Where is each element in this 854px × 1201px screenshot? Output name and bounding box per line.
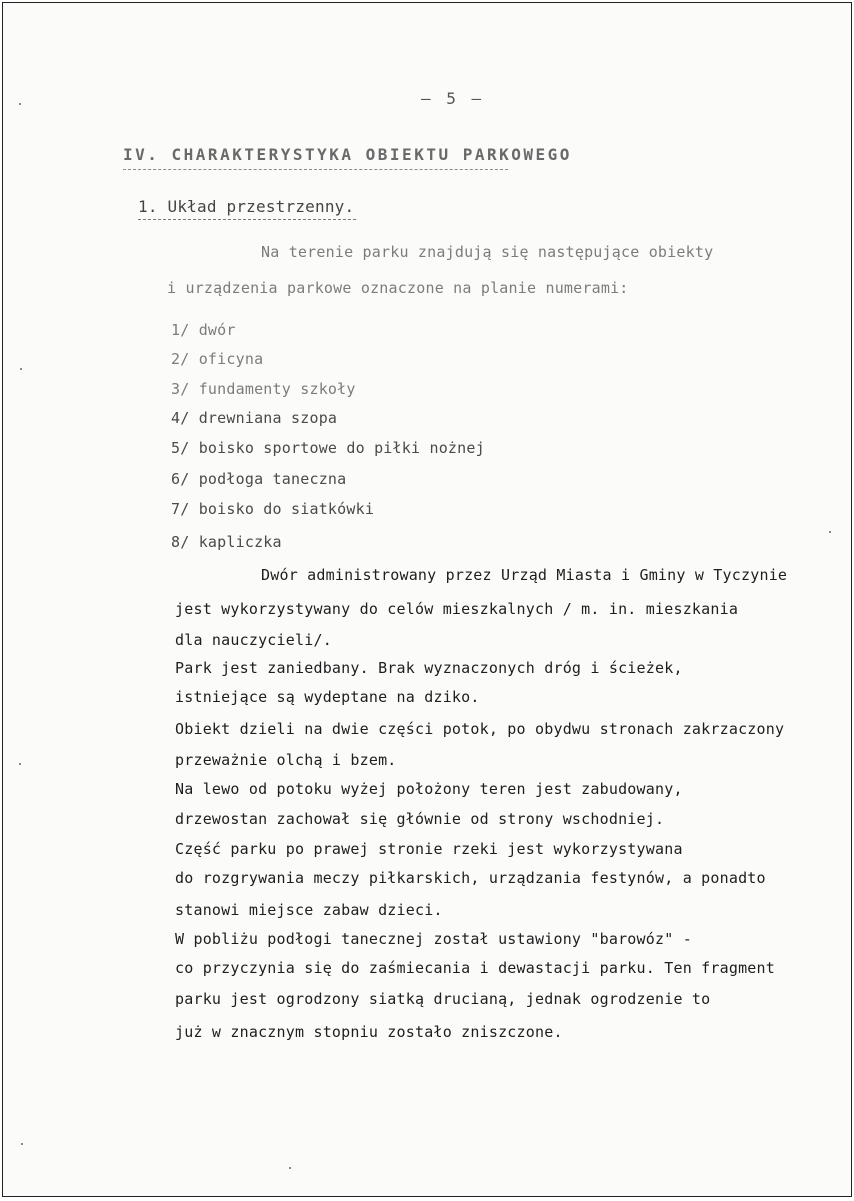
subsection-heading: 1. Układ przestrzenny. (138, 197, 355, 216)
paragraph-line: Obiekt dzieli na dwie części potok, po obydwu stronach zakrzaczony (175, 720, 785, 738)
list-item: 4/ drewniana szopa (171, 409, 338, 427)
paragraph-line: dla nauczycieli/. (175, 631, 332, 649)
paragraph-line: Część parku po prawej stronie rzeki jest wykorzystywana (175, 840, 683, 858)
list-item: 1/ dwór (171, 321, 236, 339)
section-heading: IV. CHARAKTERYSTYKA OBIEKTU PARKOWEGO (123, 145, 572, 164)
list-item: 5/ boisko sportowe do piłki nożnej (171, 439, 485, 457)
paragraph-line: W pobliżu podłogi tanecznej został ustawiony "barowóz" - (175, 930, 692, 948)
paragraph-line: Park jest zaniedbany. Brak wyznaczonych dróg i ścieżek, (175, 659, 683, 677)
list-item: 2/ oficyna (171, 350, 264, 368)
scan-speck (20, 368, 22, 370)
paragraph-line: już w znacznym stopniu zostało zniszczone. (175, 1023, 563, 1041)
paragraph-line: jest wykorzystywany do celów mieszkalnych / m. in. mieszkania (175, 600, 739, 618)
typewritten-page (2, 2, 852, 1197)
paragraph-line: drzewostan zachował się głównie od strony wschodniej. (175, 810, 665, 828)
paragraph-line: przeważnie olchą i bzem. (175, 751, 397, 769)
scan-speck (829, 531, 831, 533)
list-item: 7/ boisko do siatkówki (171, 500, 375, 518)
paragraph-line: Dwór administrowany przez Urząd Miasta i Gminy w Tyczynie (261, 566, 788, 584)
scan-speck (289, 1167, 291, 1169)
intro-line: Na terenie parku znajdują się następujące obiekty (261, 243, 714, 261)
scan-speck (19, 103, 21, 105)
paragraph-line: co przyczynia się do zaśmiecania i dewastacji parku. Ten fragment (175, 959, 775, 977)
list-item: 6/ podłoga taneczna (171, 470, 347, 488)
page-number: – 5 – (421, 89, 485, 108)
scan-speck (21, 1143, 23, 1145)
paragraph-line: do rozgrywania meczy piłkarskich, urządzania festynów, a ponadto (175, 869, 766, 887)
list-item: 8/ kapliczka (171, 533, 282, 551)
scan-speck (19, 763, 21, 765)
paragraph-line: parku jest ogrodzony siatką drucianą, jednak ogrodzenie to (175, 990, 711, 1008)
list-item: 3/ fundamenty szkoły (171, 380, 356, 398)
paragraph-line: istniejące są wydeptane na dziko. (175, 688, 480, 706)
heading-underline (123, 169, 508, 170)
intro-line: i urządzenia parkowe oznaczone na planie numerami: (167, 279, 629, 297)
subsection-underline (138, 219, 356, 220)
paragraph-line: stanowi miejsce zabaw dzieci. (175, 901, 443, 919)
paragraph-line: Na lewo od potoku wyżej położony teren jest zabudowany, (175, 780, 683, 798)
